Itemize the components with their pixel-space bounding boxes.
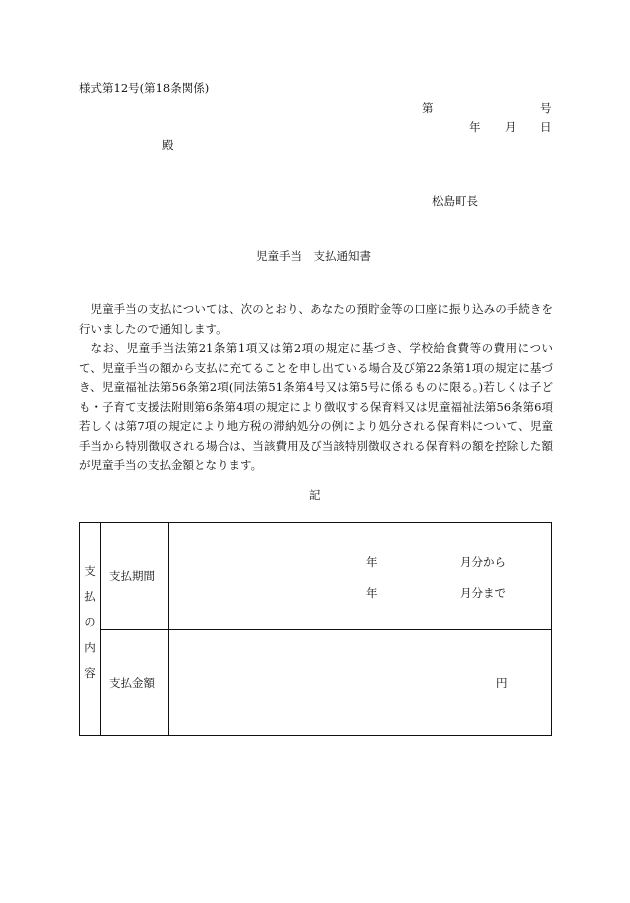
payment-content-label-cell	[80, 523, 101, 736]
payment-content-label: 支払の内容	[83, 565, 97, 693]
form-number: 様式第12号(第18条関係)	[79, 81, 210, 95]
amount-label: 支払金額	[101, 630, 169, 736]
paragraph-notice: 児童手当の支払については、次のとおり、あなたの預貯金等の口座に振り込みの手続きを行いましたので通知します。	[79, 302, 553, 336]
doc-number-prefix: 第	[422, 101, 434, 115]
issuer: 松島町長	[432, 194, 478, 208]
recipient-suffix: 殿	[162, 138, 174, 152]
amount-content	[169, 630, 552, 736]
period-from-month: 月分から	[460, 555, 506, 569]
period-label: 支払期間	[101, 523, 169, 630]
doc-number-suffix: 号	[540, 101, 552, 115]
period-to-year: 年	[366, 586, 378, 600]
ki-label: 記	[309, 488, 321, 502]
body-text	[79, 300, 553, 476]
date-day: 日	[540, 120, 552, 134]
period-from-year: 年	[366, 555, 378, 569]
paragraph-deduction: なお、児童手当法第21条第1項又は第2項の規定に基づき、学校給食費等の費用について、児童手当の額から支払に充てることを申し出ている場合及び第22条第1項の規定に基づき、児童福祉法第56条第2項(同法第51条第4号又は第5号に係るものに限る。)若しくは子ども・子育て支援法附則第6条第4項の規定により徴収する保育料又は児童福祉法第56条第6項若しくは第7項の規定により地方税の滞納処分の例により処分される保育料について、児童手当から特別徴収される場合は、当該費用及び当該特別徴収される保育料の額を控除した額が児童手当の支払金額となります。	[79, 341, 553, 472]
period-content	[169, 523, 552, 630]
date-year: 年	[469, 120, 481, 134]
payment-detail-table	[79, 522, 552, 736]
document-title: 児童手当 支払通知書	[256, 249, 371, 263]
period-to-month: 月分まで	[460, 586, 506, 600]
amount-unit: 円	[496, 676, 508, 690]
date-month: 月	[505, 120, 517, 134]
